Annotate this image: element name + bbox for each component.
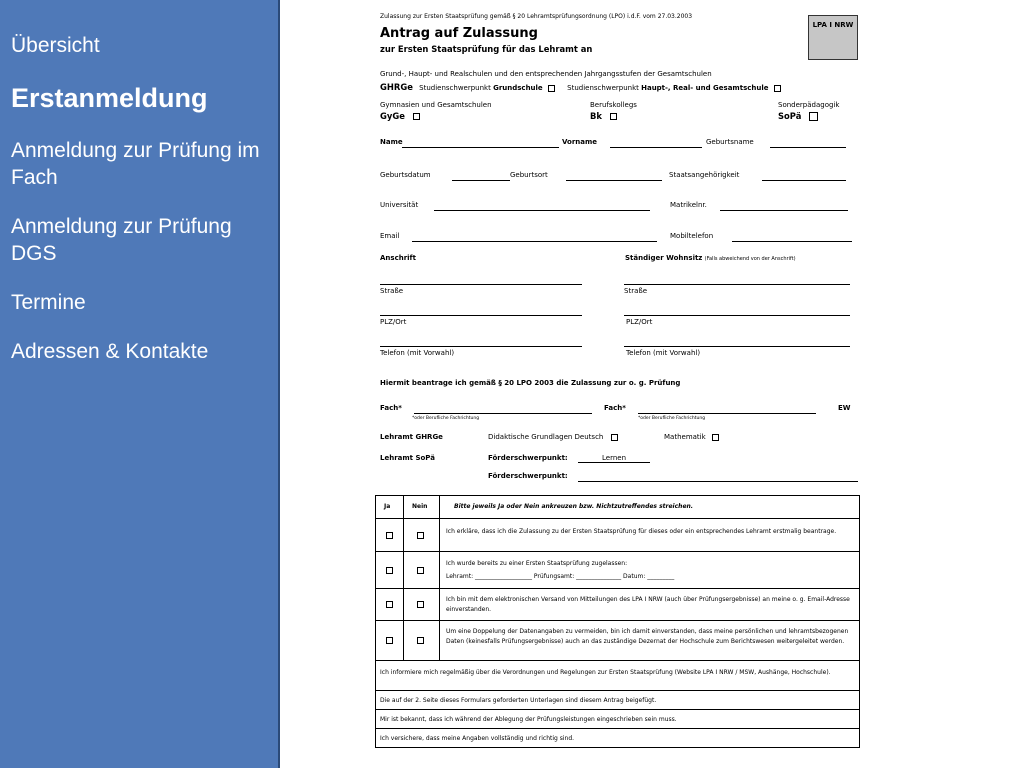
dgd-label: Didaktische Grundlagen Deutsch bbox=[488, 433, 604, 441]
ja-cell bbox=[376, 589, 404, 620]
lpa-stamp-label: LPA I NRW bbox=[812, 21, 854, 29]
email-field[interactable] bbox=[412, 241, 657, 242]
geburtsname-field[interactable] bbox=[770, 147, 846, 148]
geburtsdatum-field[interactable] bbox=[452, 180, 510, 181]
fach2-note: *oder Berufliche Fachrichtung bbox=[638, 416, 706, 421]
lehramt-sopa-label: Lehramt SoPä bbox=[380, 454, 435, 462]
wohnsitz-plz-field[interactable] bbox=[624, 315, 850, 316]
universitaet-field[interactable] bbox=[434, 210, 650, 211]
table-row bbox=[376, 518, 859, 551]
wohnsitz-telefon-label: Telefon (mit Vorwahl) bbox=[626, 349, 701, 357]
universitaet-label: Universität bbox=[380, 201, 419, 209]
note-text: Ich versichere, dass meine Angaben vollständig und richtig sind. bbox=[380, 735, 575, 742]
nav-item-uebersicht[interactable]: Übersicht bbox=[11, 34, 100, 57]
row-text: Ich erkläre, dass ich die Zulassung zu der Ersten Staatsprüfung für dieses oder ein entsprechendes Lehramt erstmalig beantrage. bbox=[446, 528, 837, 535]
wohnsitz-plz-label: PLZ/Ort bbox=[626, 318, 653, 326]
name-field[interactable] bbox=[402, 147, 559, 148]
column-ja-label: Ja bbox=[384, 503, 391, 510]
dgd-checkbox[interactable] bbox=[611, 434, 618, 441]
nein-cell bbox=[404, 519, 440, 551]
sidebar-nav bbox=[0, 0, 280, 768]
ghrge-row bbox=[380, 82, 781, 92]
ja-checkbox-3[interactable] bbox=[386, 601, 393, 608]
wohnsitz-strasse-label: Straße bbox=[624, 287, 648, 295]
ja-cell bbox=[376, 621, 404, 660]
nein-checkbox-3[interactable] bbox=[417, 601, 424, 608]
ja-cell bbox=[376, 552, 404, 588]
lpa-stamp-box bbox=[808, 15, 858, 60]
nein-cell bbox=[404, 589, 440, 620]
column-nein bbox=[404, 496, 440, 518]
mathematik-checkbox[interactable] bbox=[712, 434, 719, 441]
lehramt-ghrge-label: Lehramt GHRGe bbox=[380, 433, 443, 441]
nein-checkbox-1[interactable] bbox=[417, 532, 424, 539]
gyge-checkbox[interactable] bbox=[413, 113, 420, 120]
anschrift-strasse-label: Straße bbox=[380, 287, 404, 295]
fach1-label: Fach* bbox=[380, 404, 402, 412]
wohnsitz-strasse-field[interactable] bbox=[624, 284, 850, 285]
foerder2-field[interactable] bbox=[578, 481, 858, 482]
form-subtitle: zur Ersten Staatsprüfung für das Lehramt an bbox=[380, 44, 593, 54]
staatsangehoerigkeit-label: Staatsangehörigkeit bbox=[669, 171, 740, 179]
anschrift-strasse-field[interactable] bbox=[380, 284, 582, 285]
email-label: Email bbox=[380, 232, 400, 240]
ghrge-label: GHRGe bbox=[380, 82, 413, 92]
hrg-checkbox[interactable] bbox=[774, 85, 781, 92]
matrikelnr-field[interactable] bbox=[720, 210, 848, 211]
nav-item-adressen-kontakte[interactable]: Adressen & Kontakte bbox=[11, 340, 209, 363]
row-subtext: Lehramt: ___________________ Prüfungsamt: _______________ Datum: _________ bbox=[446, 573, 675, 580]
nein-cell bbox=[404, 552, 440, 588]
beantrage-statement: Hiermit beantrage ich gemäß § 20 LPO 2003 die Zulassung zur o. g. Prüfung bbox=[380, 379, 681, 387]
sonder-label: Sonderpädagogik bbox=[778, 101, 840, 109]
bk-checkbox[interactable] bbox=[610, 113, 617, 120]
wohnsitz-telefon-field[interactable] bbox=[624, 346, 850, 347]
foerder2-label: Förderschwerpunkt: bbox=[488, 472, 568, 480]
table-header-row bbox=[376, 496, 859, 518]
nav-item-termine[interactable]: Termine bbox=[11, 291, 86, 314]
form-title: Antrag auf Zulassung bbox=[380, 26, 538, 41]
geburtsname-label: Geburtsname bbox=[706, 138, 754, 146]
schwerpunkt1-prefix: Studienschwerpunkt bbox=[419, 84, 491, 92]
ja-checkbox-2[interactable] bbox=[386, 567, 393, 574]
application-form-document bbox=[372, 8, 867, 763]
row-text: Ich bin mit dem elektronischen Versand von Mitteilungen des LPA I NRW (auch über Prüfungsergebnisse) an meine o. g. Email-Adresse einverstanden. bbox=[446, 596, 850, 613]
vorname-label: Vorname bbox=[562, 138, 598, 146]
declaration-table bbox=[375, 495, 860, 748]
nav-item-erstanmeldung[interactable]: Erstanmeldung bbox=[11, 83, 208, 113]
table-note-row bbox=[376, 690, 859, 709]
table-row bbox=[376, 620, 859, 660]
nein-cell bbox=[404, 621, 440, 660]
schools-line: Grund-, Haupt- und Realschulen und den entsprechenden Jahrgangsstufen der Gesamtschulen bbox=[380, 70, 712, 78]
table-note-row bbox=[376, 728, 859, 748]
table-instruction: Bitte jeweils Ja oder Nein ankreuzen bzw. Nichtzutreffendes streichen. bbox=[454, 503, 694, 510]
nav-item-anmeldung-fach[interactable]: Anmeldung zur Prüfung im Fach bbox=[11, 139, 260, 189]
gym-label: Gymnasien und Gesamtschulen bbox=[380, 101, 492, 109]
geburtsdatum-label: Geburtsdatum bbox=[380, 171, 431, 179]
gyge-option bbox=[380, 111, 420, 121]
schwerpunkt2-prefix: Studienschwerpunkt bbox=[567, 84, 639, 92]
foerder1-field[interactable]: Lernen bbox=[578, 454, 650, 463]
sopa-checkbox[interactable] bbox=[809, 112, 818, 121]
row-text: Ich wurde bereits zu einer Ersten Staatsprüfung zugelassen: bbox=[446, 560, 628, 567]
schwerpunkt1-name: Grundschule bbox=[493, 84, 543, 92]
foerder1-label: Förderschwerpunkt: bbox=[488, 454, 568, 462]
row-text: Um eine Doppelung der Datenangaben zu vermeiden, bin ich damit einverstanden, dass meine persönlichen und lehramtsbezogenen Daten (keinesfalls Prüfungsergebnisse) auch an das zuständige Dezernat der Hochschule zum Berichtswesen weitergeleitet werden. bbox=[446, 628, 849, 645]
anschrift-label: Anschrift bbox=[380, 254, 416, 262]
nav-gap bbox=[11, 191, 278, 213]
gyge-label: GyGe bbox=[380, 111, 405, 121]
schwerpunkt2-name: Haupt-, Real- und Gesamtschule bbox=[641, 84, 769, 92]
column-ja bbox=[376, 496, 404, 518]
nav-gap bbox=[11, 115, 278, 137]
nav-gap bbox=[11, 267, 278, 289]
anschrift-telefon-label: Telefon (mit Vorwahl) bbox=[380, 349, 455, 357]
mobiltelefon-field[interactable] bbox=[732, 241, 852, 242]
nav-item-anmeldung-dgs[interactable]: Anmeldung zur Prüfung DGS bbox=[11, 215, 232, 265]
mobiltelefon-label: Mobiltelefon bbox=[670, 232, 714, 240]
anschrift-plz-field[interactable] bbox=[380, 315, 582, 316]
anschrift-telefon-field[interactable] bbox=[380, 346, 582, 347]
nav-gap bbox=[11, 59, 278, 81]
note-text: Die auf der 2. Seite dieses Formulars geforderten Unterlagen sind diesem Antrag beigefügt. bbox=[380, 697, 657, 704]
nav-gap bbox=[11, 316, 278, 338]
geburtsort-field[interactable] bbox=[566, 180, 662, 181]
fach1-note: *oder Berufliche Fachrichtung bbox=[412, 416, 480, 421]
name-label: Name bbox=[380, 138, 403, 146]
mathematik-option bbox=[664, 433, 719, 441]
bk-option bbox=[590, 111, 617, 121]
geburtsort-label: Geburtsort bbox=[510, 171, 548, 179]
nein-checkbox-4[interactable] bbox=[417, 637, 424, 644]
staendiger-wohnsitz-row bbox=[625, 254, 796, 262]
note-text: Ich informiere mich regelmäßig über die Verordnungen und Regelungen zur Ersten Staatsprüfung (Website LPA I NRW / MSW, Aushänge, Hochschule). bbox=[380, 669, 831, 676]
ew-label: EW bbox=[838, 404, 851, 412]
table-note-row bbox=[376, 660, 859, 690]
grundschule-checkbox[interactable] bbox=[548, 85, 555, 92]
ja-cell bbox=[376, 519, 404, 551]
ja-checkbox-4[interactable] bbox=[386, 637, 393, 644]
fach2-field[interactable] bbox=[638, 413, 816, 414]
dgd-option bbox=[488, 433, 618, 441]
column-nein-label: Nein bbox=[412, 503, 428, 510]
table-row bbox=[376, 551, 859, 588]
beruf-label: Berufskollegs bbox=[590, 101, 637, 109]
mathematik-label: Mathematik bbox=[664, 433, 706, 441]
regulation-header: Zulassung zur Ersten Staatsprüfung gemäß § 20 Lehramtsprüfungsordnung (LPO) i.d.F. vom 27.03.2003 bbox=[380, 13, 693, 20]
bk-label: Bk bbox=[590, 111, 602, 121]
fach2-label: Fach* bbox=[604, 404, 626, 412]
table-note-row bbox=[376, 709, 859, 728]
table-row bbox=[376, 588, 859, 620]
vorname-field[interactable] bbox=[610, 147, 702, 148]
staendiger-note: (Falls abweichend von der Anschrift) bbox=[704, 256, 796, 262]
nein-checkbox-2[interactable] bbox=[417, 567, 424, 574]
matrikelnr-label: Matrikelnr. bbox=[670, 201, 707, 209]
note-text: Mir ist bekannt, dass ich während der Ablegung der Prüfungsleistungen eingeschrieben sein muss. bbox=[380, 716, 677, 723]
ja-checkbox-1[interactable] bbox=[386, 532, 393, 539]
sopa-option bbox=[778, 111, 818, 121]
fach1-field[interactable] bbox=[414, 413, 592, 414]
sopa-label: SoPä bbox=[778, 111, 802, 121]
anschrift-plz-label: PLZ/Ort bbox=[380, 318, 407, 326]
staatsangehoerigkeit-field[interactable] bbox=[762, 180, 846, 181]
staendiger-label: Ständiger Wohnsitz bbox=[625, 254, 703, 262]
